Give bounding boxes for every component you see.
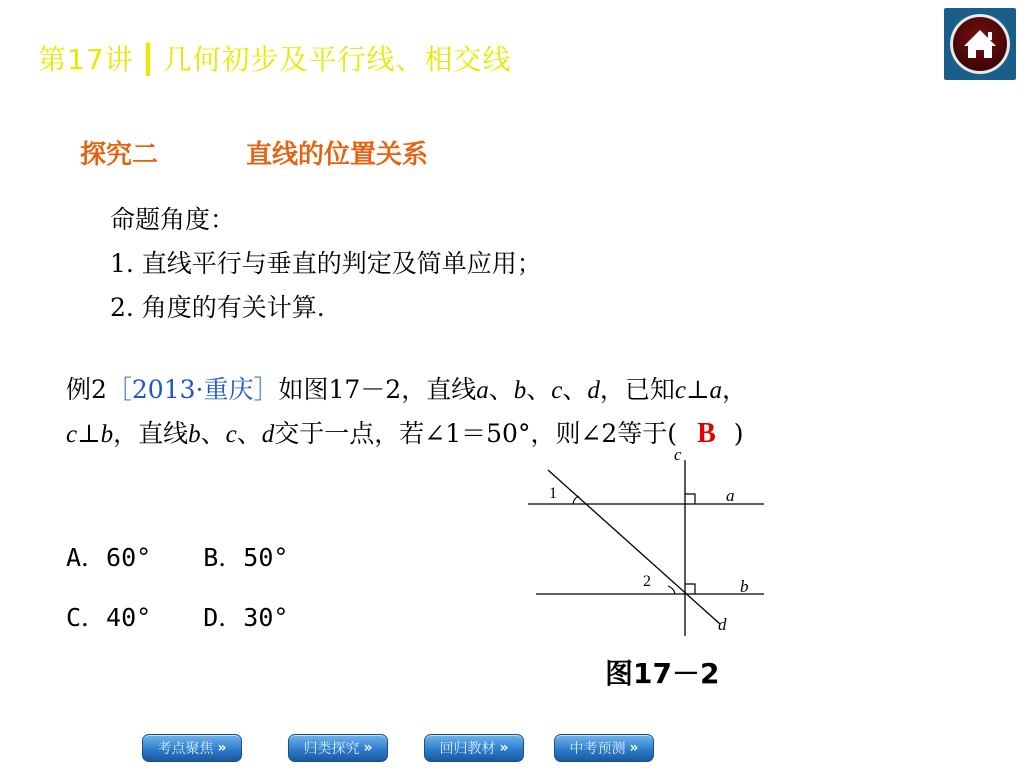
nav-button-explore[interactable]: [288, 734, 388, 762]
section-label: 探究二: [80, 140, 159, 170]
angle-item-1: 1. 直线平行与垂直的判定及简单应用；: [110, 249, 542, 278]
perp-symbol: ⊥: [77, 419, 101, 448]
angle-item-2: 2. 角度的有关计算.: [110, 293, 325, 322]
separator: 、: [488, 375, 514, 404]
var-c: c: [225, 421, 237, 448]
example-source: ［2013·重庆］: [106, 375, 279, 404]
nav-label: 中考预测: [569, 741, 626, 757]
angles-heading: 命题角度：: [110, 205, 236, 234]
var-b: b: [513, 377, 527, 404]
perp-symbol: ⊥: [685, 375, 710, 404]
chevron-right-icon: »: [217, 740, 227, 756]
separator: 、: [236, 419, 262, 448]
example-text: ，: [722, 375, 748, 404]
right-angle-mark-a: [685, 494, 695, 504]
var-c: c: [674, 377, 686, 404]
nav-label: 归类探究: [303, 741, 360, 757]
geometry-figure: [528, 446, 778, 646]
chevron-right-icon: »: [363, 740, 373, 756]
var-a: a: [476, 377, 489, 404]
example-label: 例2: [66, 375, 107, 404]
right-angle-mark-b: [685, 584, 695, 594]
option-a[interactable]: A．60°: [66, 543, 152, 572]
separator: 、: [200, 419, 226, 448]
title-separator: ┃: [139, 43, 158, 76]
section-heading: [80, 134, 428, 171]
options-row-1: [66, 538, 288, 574]
example-line-1: [66, 370, 747, 406]
nav-button-focus[interactable]: [142, 734, 242, 762]
close-paren: ): [733, 419, 744, 448]
var-b: b: [100, 421, 114, 448]
label-b: b: [740, 577, 749, 596]
option-c[interactable]: C．40°: [66, 603, 152, 632]
section-title: 直线的位置关系: [246, 140, 429, 170]
angle-2-arc: [668, 586, 675, 594]
answer: B: [697, 418, 716, 449]
label-a: a: [726, 486, 735, 505]
lecture-number: 第17讲: [38, 43, 134, 76]
options-row-2: [66, 598, 288, 634]
option-d[interactable]: D．30°: [203, 603, 289, 632]
var-d: d: [261, 421, 275, 448]
option-b[interactable]: B．50°: [203, 543, 289, 572]
label-angle-1: 1: [549, 485, 557, 502]
separator: 、: [562, 375, 588, 404]
example-line-2: [66, 414, 744, 450]
var-a: a: [709, 377, 722, 404]
nav-label: 回归教材: [439, 741, 496, 757]
example-text: 如图17－2，直线: [278, 375, 477, 404]
home-icon: [944, 8, 1016, 80]
nav-button-predict[interactable]: [554, 734, 654, 762]
nav-label: 考点聚焦: [157, 741, 214, 757]
nav-button-textbook[interactable]: [424, 734, 524, 762]
example-text: ，直线: [113, 419, 189, 448]
label-angle-2: 2: [643, 573, 651, 590]
separator: 、: [526, 375, 552, 404]
example-text: ，已知: [599, 375, 675, 404]
chevron-right-icon: »: [629, 740, 639, 756]
var-b: b: [188, 421, 201, 448]
figure-caption: 图17－2: [605, 657, 720, 690]
label-c: c: [674, 446, 682, 464]
lecture-topic: 几何初步及平行线、相交线: [163, 43, 512, 76]
home-button[interactable]: [944, 8, 1016, 80]
example-text: 交于一点，若∠1＝50°，则∠2等于(: [274, 419, 678, 448]
var-c: c: [551, 377, 563, 404]
var-c: c: [66, 421, 78, 448]
var-d: d: [587, 377, 600, 404]
label-d: d: [718, 615, 727, 634]
header-title: [38, 38, 512, 78]
chevron-right-icon: »: [499, 740, 509, 756]
line-d: [548, 470, 720, 624]
